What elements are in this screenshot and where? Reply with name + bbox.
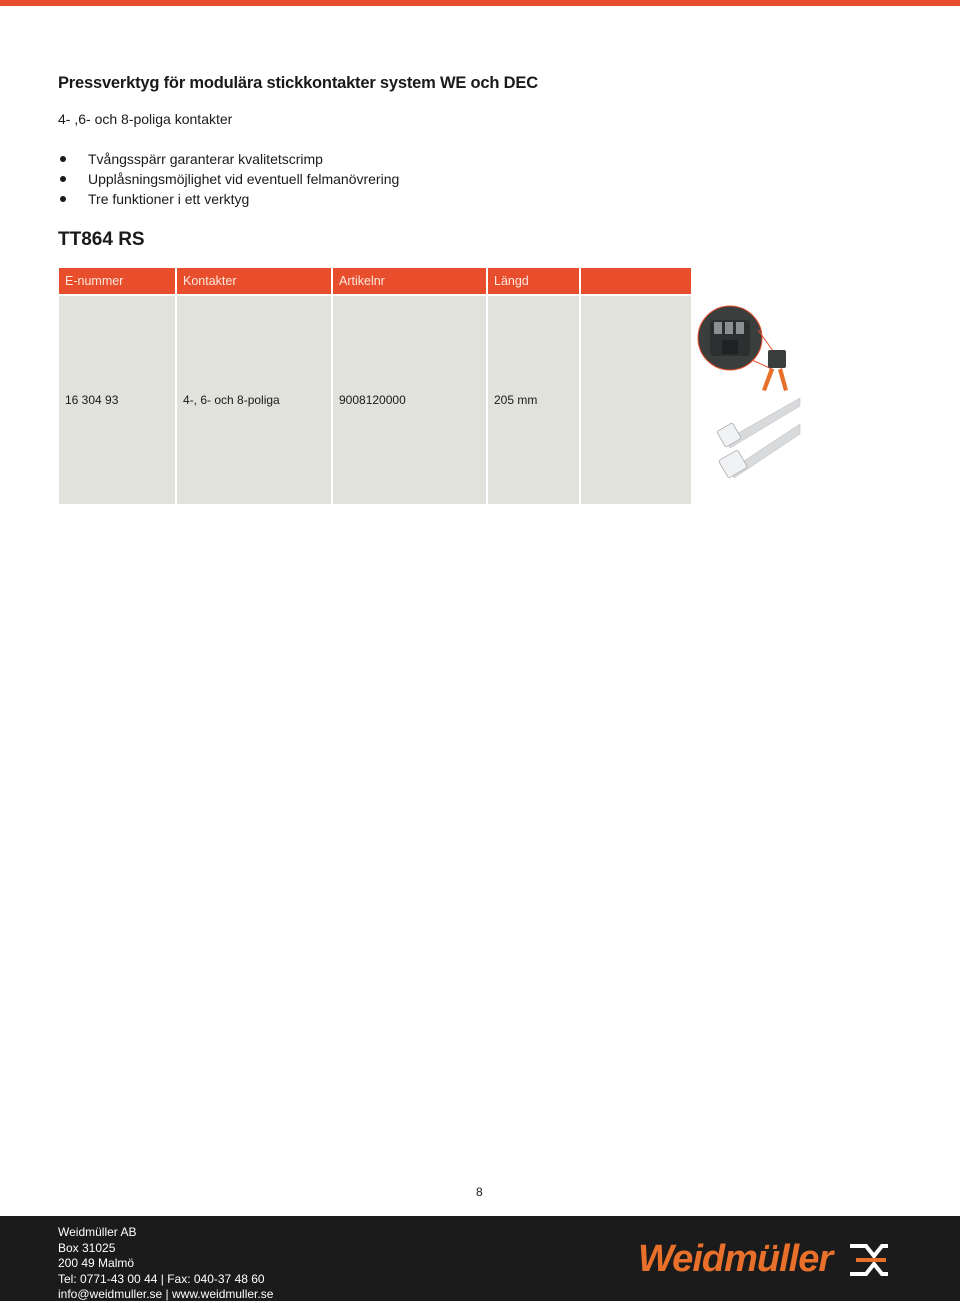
cell-e-nummer: 16 304 93 (59, 296, 175, 504)
list-item (58, 190, 399, 210)
column-header-langd: Längd (488, 268, 579, 294)
table-header-row (59, 268, 691, 294)
page-subtitle: 4- ,6- och 8-poliga kontakter (58, 111, 233, 127)
column-header-e-nummer: E-nummer (59, 268, 175, 294)
weidmuller-mark-icon (846, 1240, 890, 1280)
footer-company: Weidmüller AB (58, 1225, 137, 1239)
product-table (59, 268, 691, 504)
list-item-text: Tre funktioner i ett verktyg (88, 191, 250, 207)
bullet-icon (60, 156, 66, 162)
feature-list (58, 150, 399, 210)
cell-artikelnr: 9008120000 (333, 296, 486, 504)
company-address (58, 1225, 273, 1303)
bullet-icon (60, 196, 66, 202)
list-item-text: Tvångsspärr garanterar kvalitetscrimp (88, 151, 323, 167)
footer-contact: info@weidmuller.se | www.weidmuller.se (58, 1287, 274, 1302)
list-item (58, 150, 399, 170)
bullet-icon (60, 176, 66, 182)
footer-city: 200 49 Malmö (58, 1256, 135, 1271)
model-heading: TT864 RS (58, 229, 145, 250)
weidmuller-logo (638, 1238, 890, 1281)
top-accent-bar (0, 0, 960, 6)
cell-langd: 205 mm (488, 296, 579, 504)
logo-wordmark: Weidmüller (638, 1238, 833, 1280)
table-row (59, 296, 691, 504)
list-item-text: Upplåsningsmöjlighet vid eventuell felmanövrering (88, 171, 400, 187)
list-item (58, 170, 399, 190)
footer (0, 1216, 960, 1301)
column-header-empty (581, 268, 691, 294)
crimp-tool-image (696, 300, 806, 480)
cell-empty (581, 296, 691, 504)
footer-box: Box 31025 (58, 1240, 116, 1255)
footer-phone: Tel: 0771-43 00 44 | Fax: 040-37 48 60 (58, 1271, 265, 1286)
column-header-artikelnr: Artikelnr (333, 268, 486, 294)
page-number: 8 (476, 1185, 483, 1199)
page-title: Pressverktyg för modulära stickkontakter system WE och DEC (58, 74, 538, 92)
cell-kontakter: 4-, 6- och 8-poliga (177, 296, 331, 504)
column-header-kontakter: Kontakter (177, 268, 331, 294)
